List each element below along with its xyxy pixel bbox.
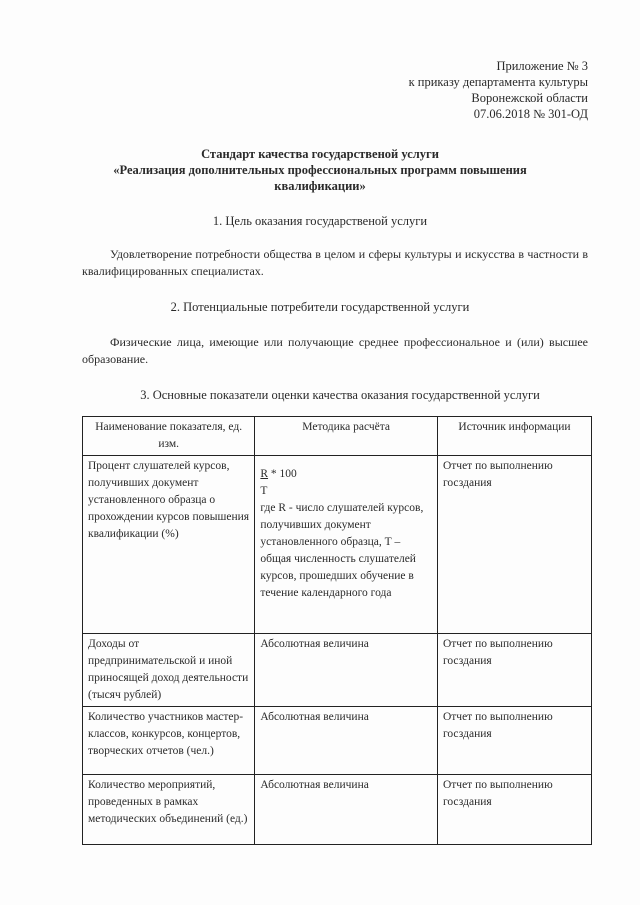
row4-method: Абсолютная величина [255, 775, 438, 845]
appendix-order: к приказу департамента культуры [408, 75, 588, 89]
row2-method: Абсолютная величина [255, 634, 438, 707]
section-1-heading: 1. Цель оказания государственой услуги [212, 214, 428, 228]
table-row [83, 707, 592, 775]
formula-factor: * 100 [270, 468, 297, 480]
row1-name: Процент слушателей курсов, получивших документ установленного образца о прохождении курсов повышения квалификации (%) [83, 456, 255, 634]
row4-source: Отчет по выполнению госздания [437, 775, 591, 845]
row1-method [255, 456, 438, 634]
section-2-text: Физические лица, имеющие или получающие среднее профессиональное и (или) высшее образование. [82, 335, 588, 366]
formula-numerator: R [260, 468, 269, 480]
appendix-region: Воронежской области [471, 91, 588, 105]
row2-source: Отчет по выполнению госздания [437, 634, 591, 707]
indicators-table [82, 416, 592, 845]
table-row [83, 634, 592, 707]
title-line-1: Стандарт качества государственой услуги [201, 147, 439, 161]
header-method: Методика расчёта [255, 417, 438, 456]
table-row [83, 456, 592, 634]
table-header-row [83, 417, 592, 456]
header-indicator-name: Наименование показателя, ед. изм. [83, 417, 255, 456]
row3-method: Абсолютная величина [255, 707, 438, 775]
document-title [60, 146, 580, 194]
table-row [83, 775, 592, 845]
title-line-3: квалификации» [274, 179, 366, 193]
title-line-2: «Реализация дополнительных профессиональных программ повышения [113, 163, 527, 177]
row4-name: Количество мероприятий, проведенных в рамках методических объединений (ед.) [83, 775, 255, 845]
section-1-text: Удовлетворение потребности общества в целом и сферы культуры и искусства в частности в квалифицированных специалистах. [82, 247, 588, 278]
appendix-number: Приложение № 3 [496, 59, 588, 73]
formula-explanation: где R - число слушателей курсов, получивших документ установленного образца, Т – общая численность слушателей курсов, прошедших обучение в течение календарного года [260, 502, 424, 599]
section-2-heading: 2. Потенциальные потребители государственной услуги [170, 300, 470, 314]
formula-denominator: T [260, 485, 268, 497]
appendix-date: 07.06.2018 № 301-ОД [473, 107, 588, 121]
section-3-heading: 3. Основные показатели оценки качества оказания государственной услуги [140, 388, 540, 402]
row3-source: Отчет по выполнению госздания [437, 707, 591, 775]
row2-name: Доходы от предпринимательской и иной приносящей доход деятельности (тысяч рублей) [83, 634, 255, 707]
row3-name: Количество участников мастер-классов, конкурсов, концертов, творческих отчетов (чел.) [83, 707, 255, 775]
row1-source: Отчет по выполнению госздания [437, 456, 591, 634]
header-source: Источник информации [437, 417, 591, 456]
appendix-header [409, 58, 588, 122]
